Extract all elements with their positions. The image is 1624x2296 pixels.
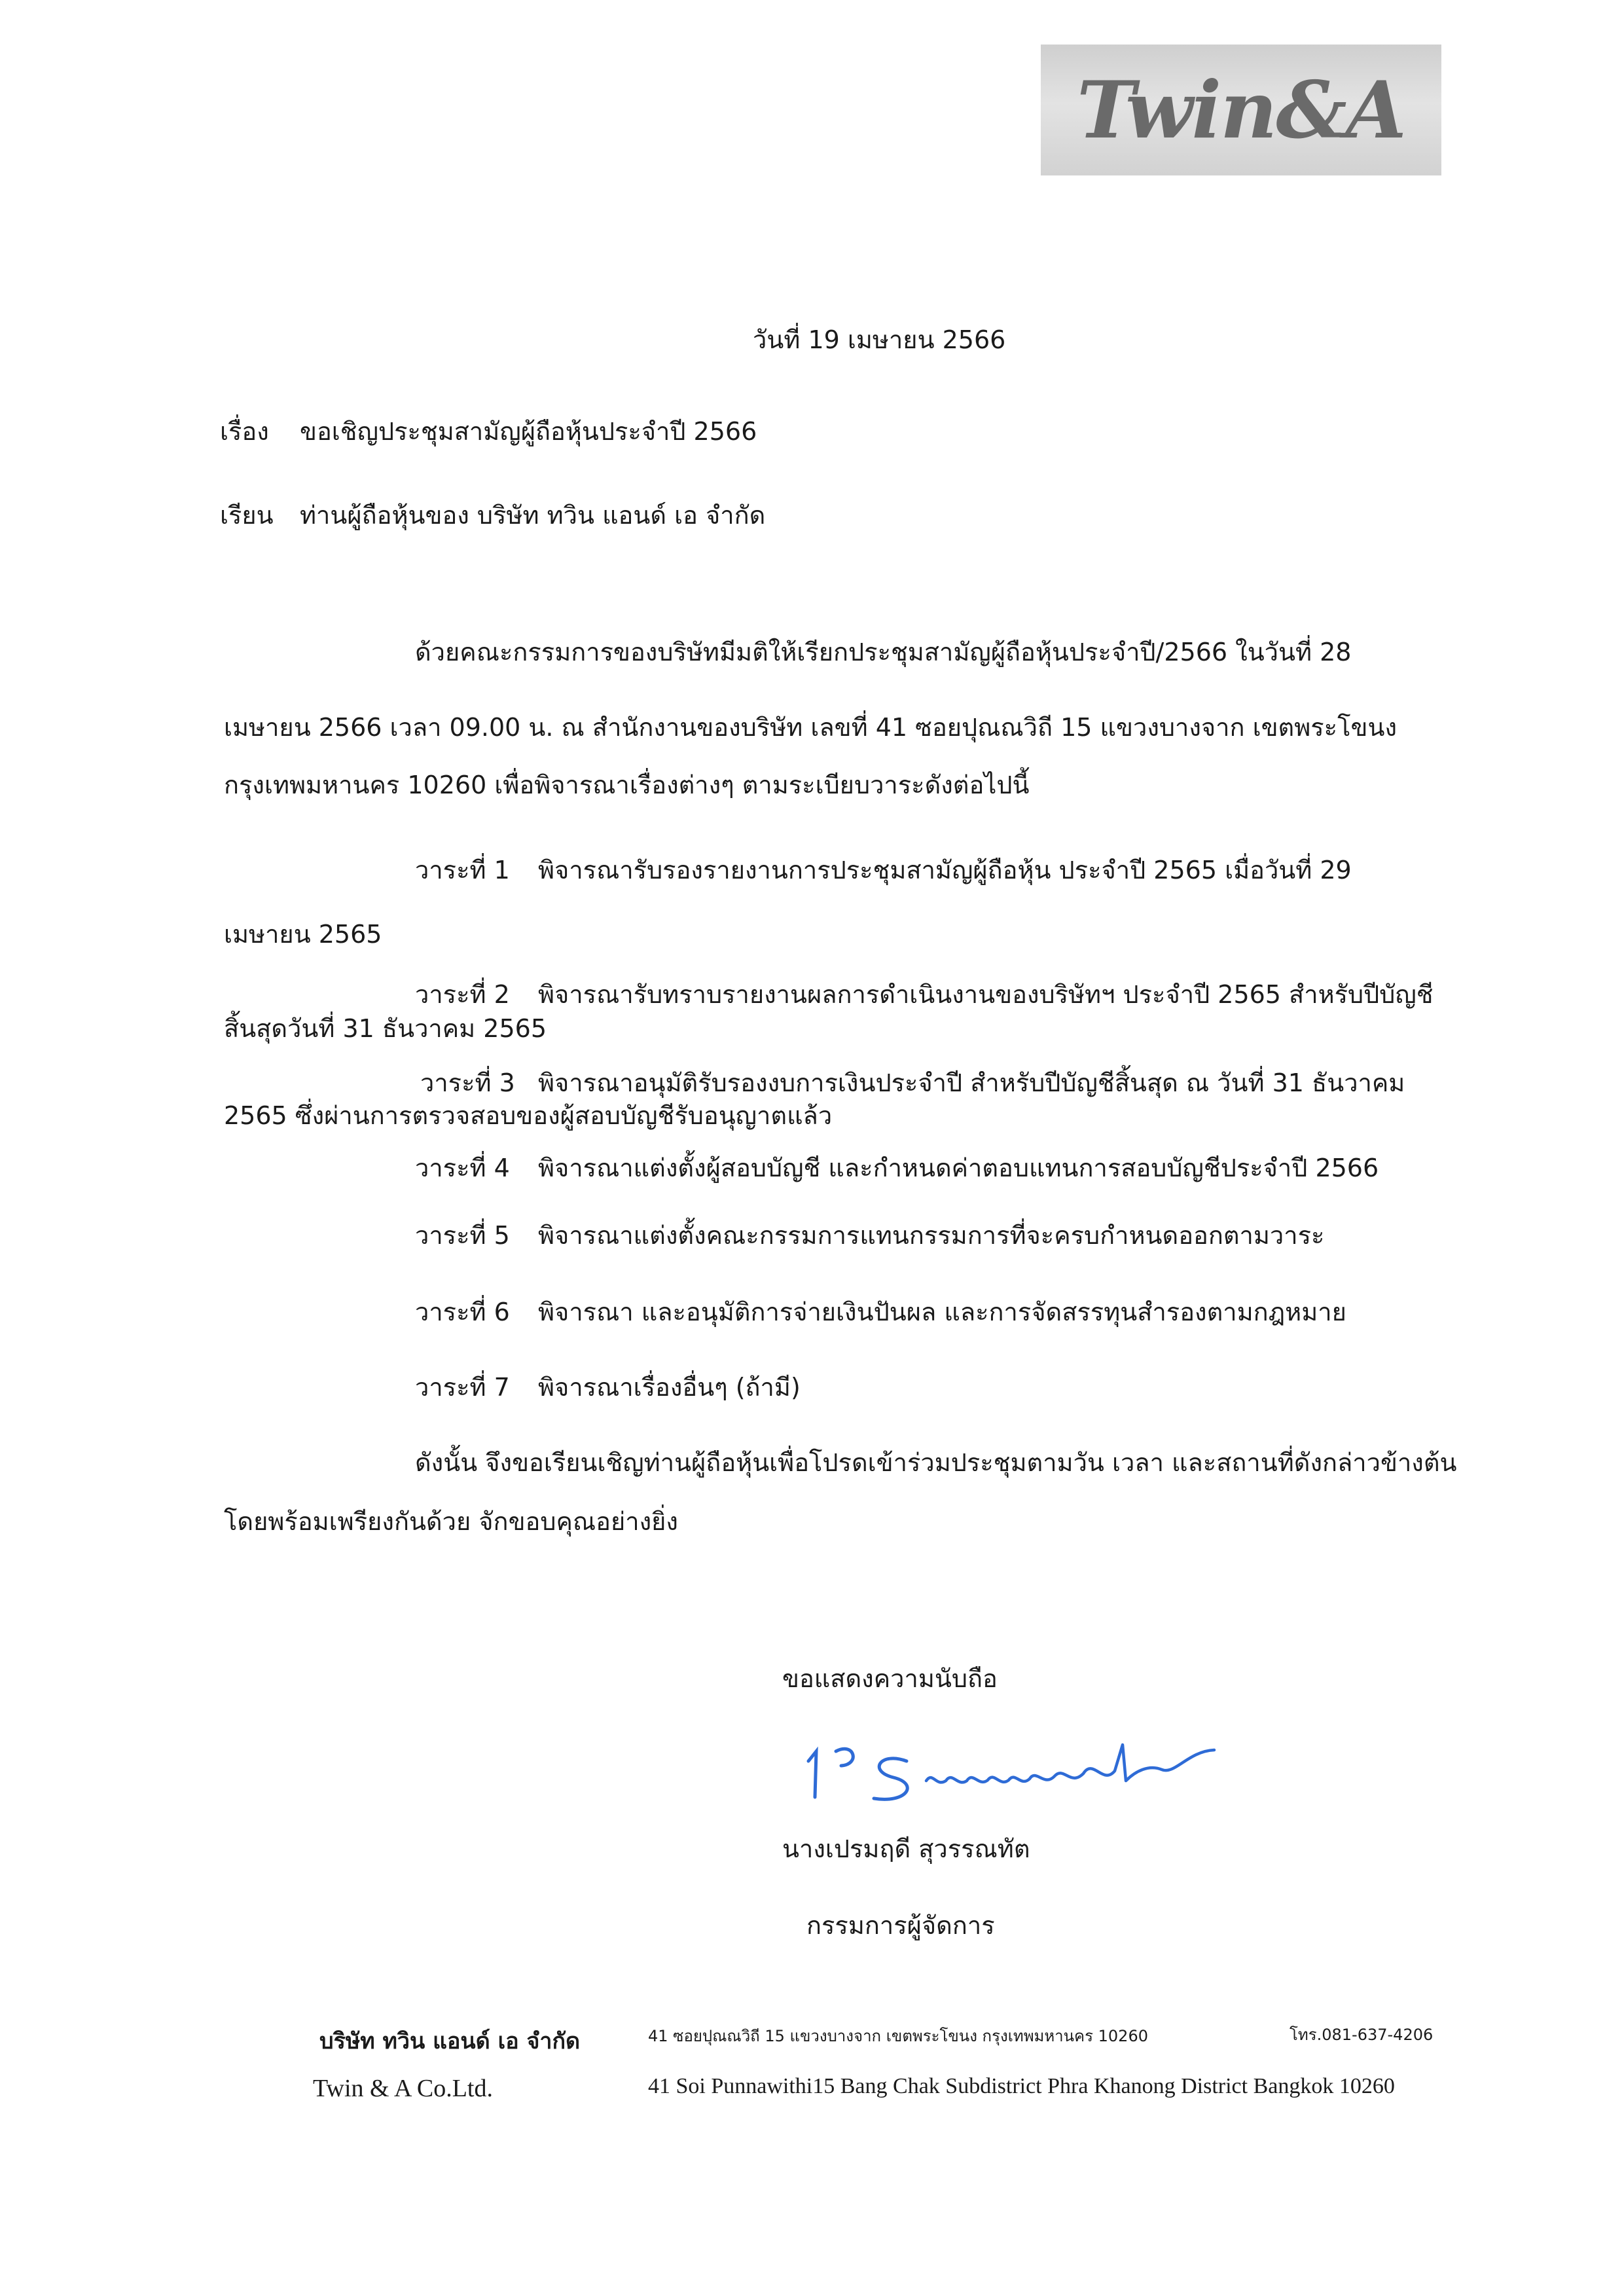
signature-stroke-3 <box>874 1758 907 1799</box>
recipient-label: เรียน <box>220 501 274 530</box>
agenda-4-text: พิจารณาแต่งตั้งผู้สอบบัญชี และกำหนดค่าตอบแทนการสอบบัญชีประจำปี 2566 <box>538 1154 1379 1182</box>
footer-address-en: 41 Soi Punnawithi15 Bang Chak Subdistrict Phra Khanong District Bangkok 10260 <box>648 2074 1395 2098</box>
closing-line-1: ดังนั้น จึงขอเรียนเชิญท่านผู้ถือหุ้นเพื่อโปรดเข้าร่วมประชุมตามวัน เวลา และสถานที่ดังกล่าวข้างต้น <box>415 1448 1457 1477</box>
letter-date: วันที่ 19 เมษายน 2566 <box>753 325 1006 354</box>
signature-stroke-2 <box>836 1749 853 1766</box>
footer-company-th: บริษัท ทวิน แอนด์ เอ จำกัด <box>319 2028 581 2054</box>
agenda-6-text: พิจารณา และอนุมัติการจ่ายเงินปันผล และการจัดสรรทุนสำรองตามกฎหมาย <box>538 1298 1346 1326</box>
agenda-7-label: วาระที่ 7 <box>415 1373 510 1402</box>
subject-text: ขอเชิญประชุมสามัญผู้ถือหุ้นประจำปี 2566 <box>300 417 757 446</box>
logo-text: Twin&A <box>1077 64 1405 156</box>
agenda-5-label: วาระที่ 5 <box>415 1221 510 1250</box>
agenda-4-label: วาระที่ 4 <box>415 1154 510 1182</box>
agenda-2-text: พิจารณารับทราบรายงานผลการดำเนินงานของบริษัทฯ ประจำปี 2565 สำหรับปีบัญชี <box>538 980 1434 1009</box>
agenda-6-label: วาระที่ 6 <box>415 1298 510 1326</box>
intro-line-3: กรุงเทพมหานคร 10260 เพื่อพิจารณาเรื่องต่างๆ ตามระเบียบวาระดังต่อไปนี้ <box>224 771 1030 799</box>
intro-line-2: เมษายน 2566 เวลา 09.00 น. ณ สำนักงานของบริษัท เลขที่ 41 ซอยปุณณวิถี 15 แขวงบางจาก เขตพระโขนง <box>224 713 1398 742</box>
signatory-title: กรรมการผู้จัดการ <box>806 1911 995 1940</box>
signoff: ขอแสดงความนับถือ <box>782 1664 998 1693</box>
agenda-1-text: พิจารณารับรองรายงานการประชุมสามัญผู้ถือหุ้น ประจำปี 2565 เมื่อวันที่ 29 <box>538 856 1352 884</box>
intro-line-1: ด้วยคณะกรรมการของบริษัทมีมติให้เรียกประชุมสามัญผู้ถือหุ้นประจำปี/2566 ในวันที่ 28 <box>415 638 1352 666</box>
signature-stroke-1 <box>808 1751 816 1797</box>
agenda-2-label: วาระที่ 2 <box>415 980 510 1009</box>
signature-stroke-4 <box>926 1745 1214 1782</box>
company-logo <box>1041 45 1441 175</box>
agenda-1-cont: เมษายน 2565 <box>224 920 382 949</box>
agenda-3-cont: 2565 ซึ่งผ่านการตรวจสอบของผู้สอบบัญชีรับอนุญาตแล้ว <box>224 1101 833 1130</box>
agenda-7-text: พิจารณาเรื่องอื่นๆ (ถ้ามี) <box>538 1373 801 1402</box>
signature <box>795 1725 1227 1810</box>
agenda-3-label: วาระที่ 3 <box>420 1068 515 1097</box>
closing-line-2: โดยพร้อมเพรียงกันด้วย จักขอบคุณอย่างยิ่ง <box>224 1507 678 1536</box>
signatory-name: นางเปรมฤดี สุวรรณทัต <box>782 1834 1030 1863</box>
subject-label: เรื่อง <box>220 417 269 446</box>
footer-address-th: 41 ซอยปุณณวิถี 15 แขวงบางจาก เขตพระโขนง กรุงเทพมหานคร 10260 <box>648 2027 1148 2045</box>
agenda-3-text: พิจารณาอนุมัติรับรองงบการเงินประจำปี สำหรับปีบัญชีสิ้นสุด ณ วันที่ 31 ธันวาคม <box>538 1068 1405 1097</box>
footer-phone: โทร.081-637-4206 <box>1290 2026 1434 2044</box>
agenda-1-label: วาระที่ 1 <box>415 856 510 884</box>
agenda-5-text: พิจารณาแต่งตั้งคณะกรรมการแทนกรรมการที่จะครบกำหนดออกตามวาระ <box>538 1221 1325 1250</box>
recipient-text: ท่านผู้ถือหุ้นของ บริษัท ทวิน แอนด์ เอ จำกัด <box>300 501 766 530</box>
footer-company-en: Twin & A Co.Ltd. <box>313 2075 493 2102</box>
agenda-2-cont: สิ้นสุดวันที่ 31 ธันวาคม 2565 <box>224 1014 547 1043</box>
